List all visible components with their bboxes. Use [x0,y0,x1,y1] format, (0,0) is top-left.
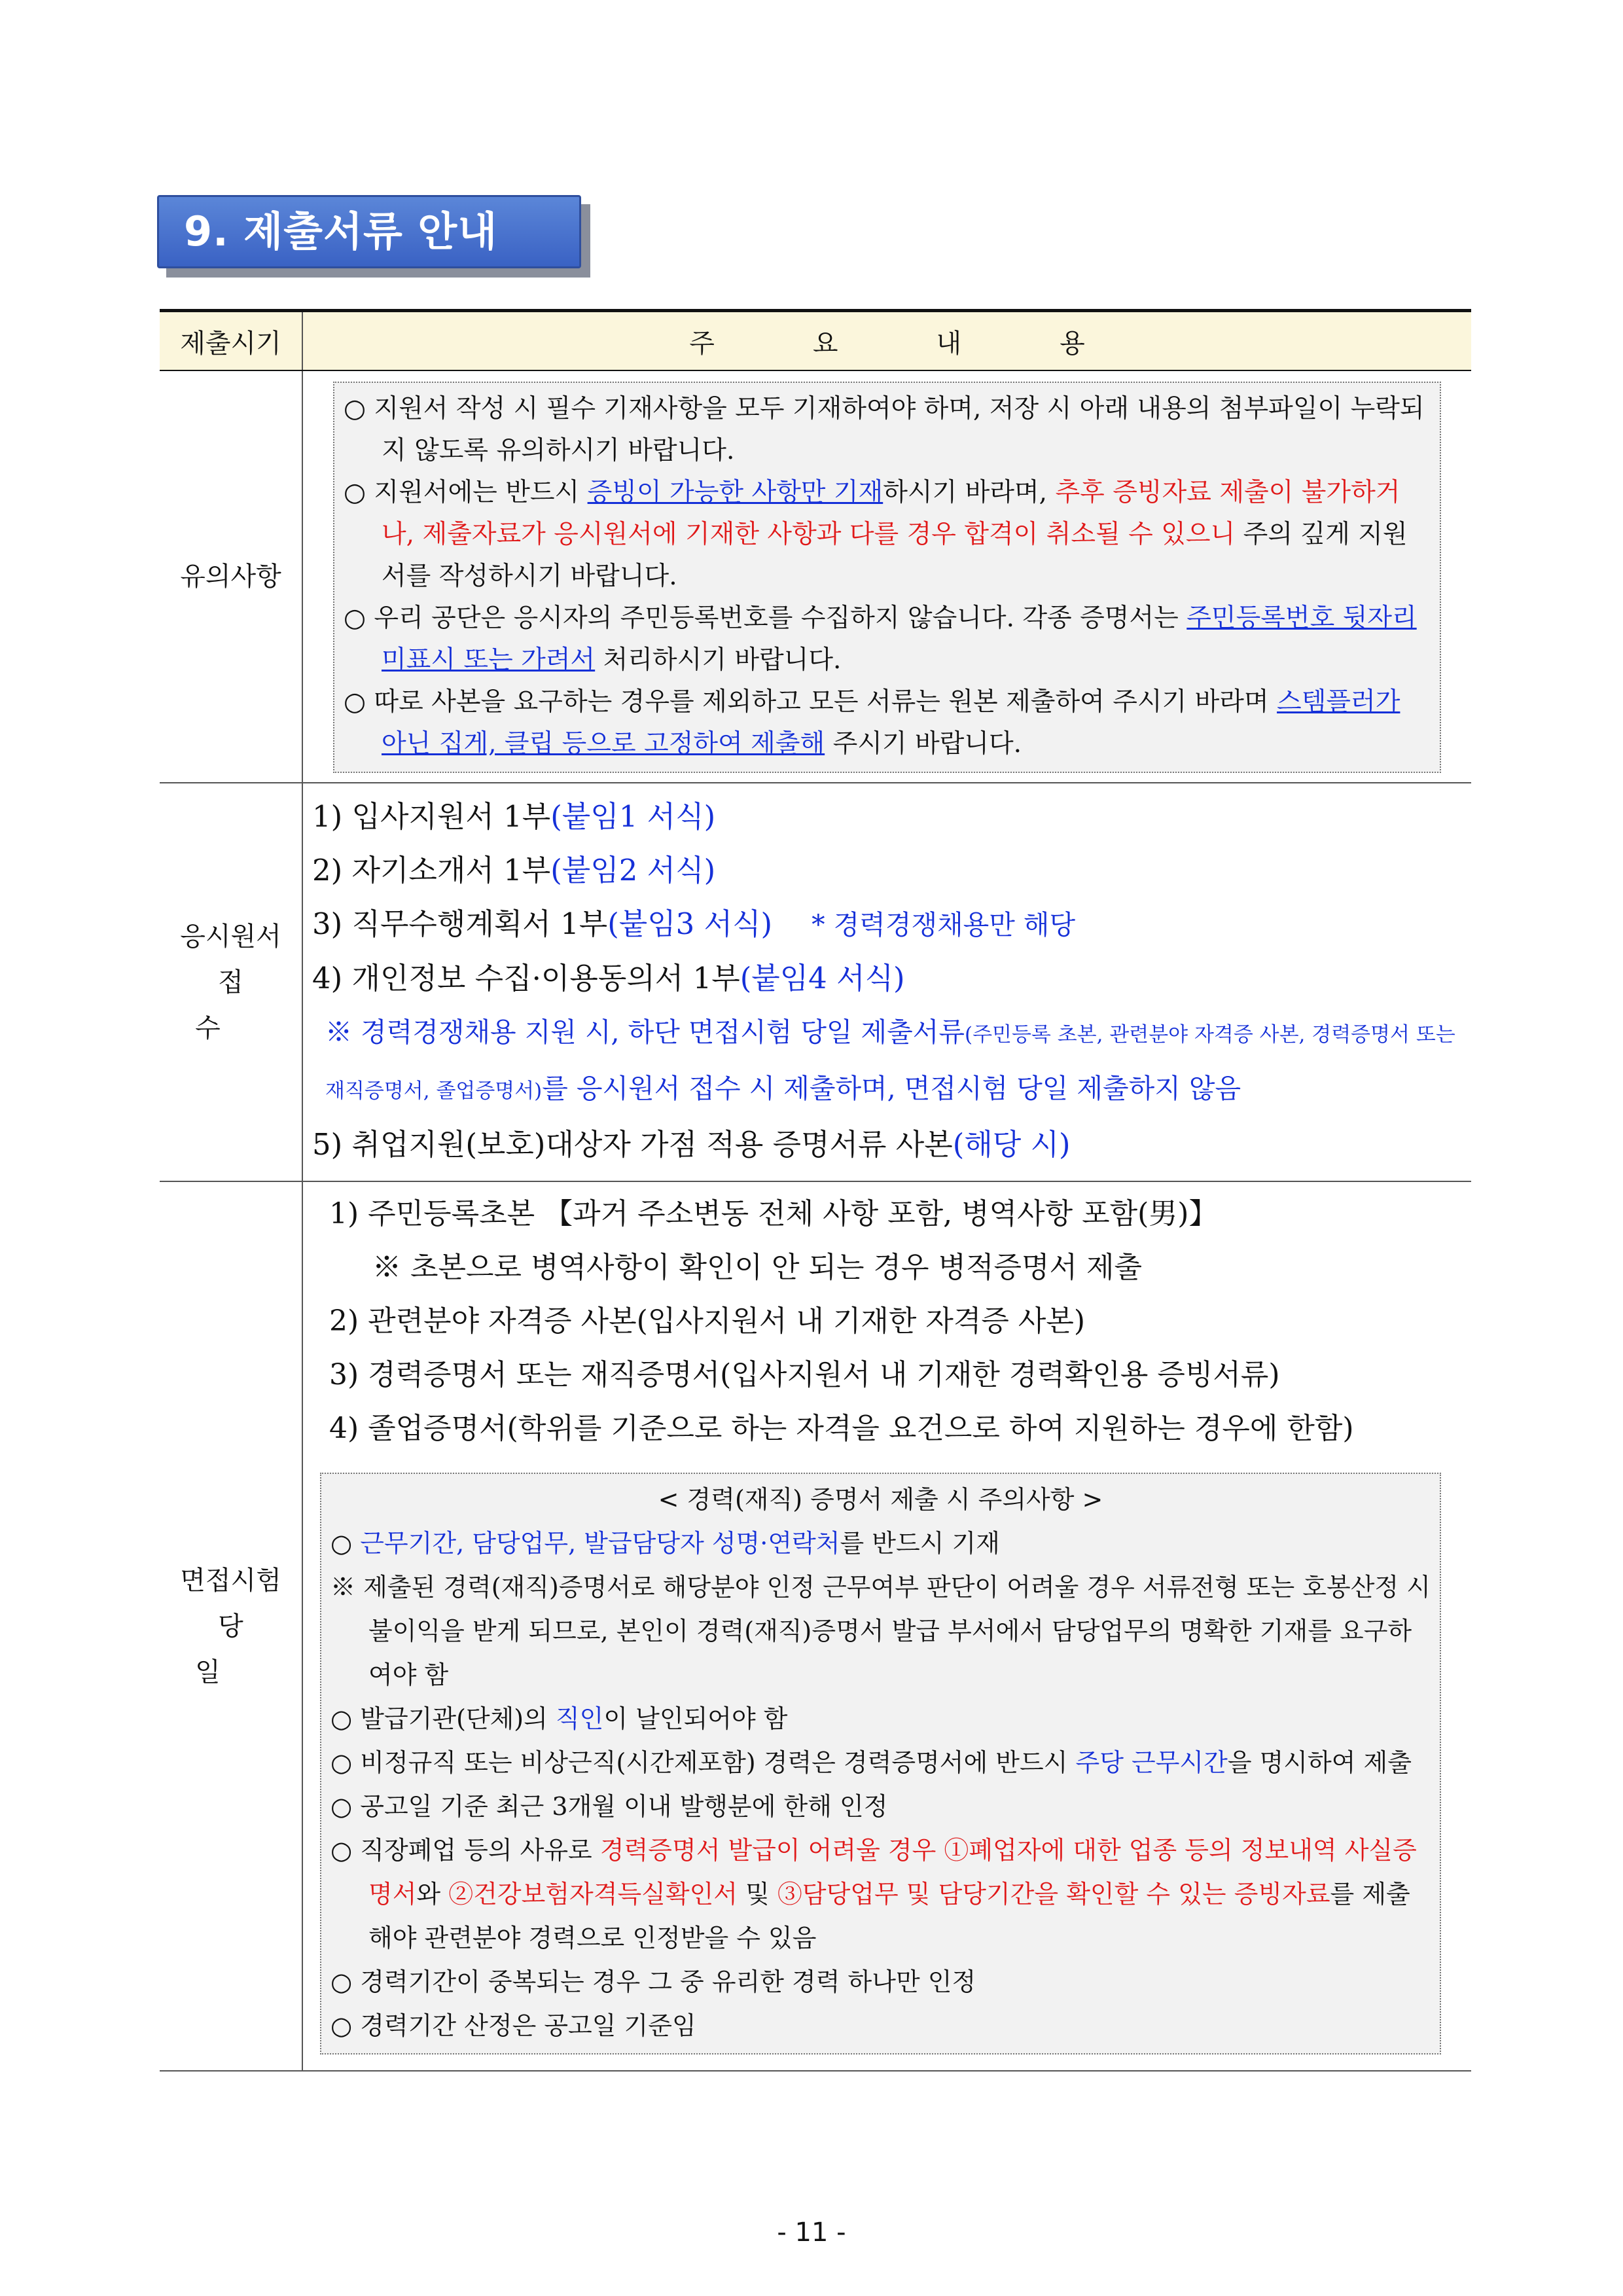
interview-list [303,1182,1471,1460]
notes-box-title: < 경력(재직) 증명서 제출 시 주의사항 > [658,1485,1103,1514]
row-interview [160,1181,1471,2071]
note-item: ○ 발급기관(단체)의 직인이 날인되어야 함 [330,1704,788,1733]
note-item: ※ 제출된 경력(재직)증명서로 해당분야 인정 근무여부 판단이 어려울 경우 서류전형 또는 호봉산정 시 불이익을 받게 되므로, 본인이 경력(재직)증명서 발급 부서에서 담당업무의 명확한 기재를 요구하여야 함 [330,1573,1431,1689]
note-item: ○ 근무기간, 담당업무, 발급담당자 성명·연락처를 반드시 기재 [330,1529,1000,1558]
precaution-item: ○ 지원서에는 반드시 증빙이 가능한 사항만 기재하시기 바라며, 추후 증빙자료 제출이 불가하거나, 제출자료가 응시원서에 기재한 사항과 다를 경우 합격이 취소될 수 있으니 주의 깊게 지원서를 작성하시기 바랍니다. [344,478,1408,591]
list-item: 4) 졸업증명서(학위를 기준으로 하는 자격을 요건으로 하여 지원하는 경우에 한함) [329,1412,1354,1445]
list-item: 2) 관련분야 자격증 사본(입사지원서 내 기재한 자격증 사본) [329,1304,1085,1338]
note-item: ○ 경력기간 산정은 공고일 기준임 [330,2011,696,2040]
application-note: ※ 경력경쟁채용 지원 시, 하단 면접시험 당일 제출서류(주민등록 초본, 관련분야 자격증 사본, 경력증명서 또는 재직증명서, 졸업증명서)를 응시원서 접수 시 제출하며, 면접시험 당일 제출하지 않음 [325,1016,1455,1104]
note-item: ○ 경력기간이 중복되는 경우 그 중 유리한 경력 하나만 인정 [330,1967,976,1996]
list-item: 3) 직무수행계획서 1부(붙임3 서식) * 경력경쟁채용만 해당 [312,906,1076,941]
documents-table [160,309,1471,2072]
precaution-item: ○ 우리 공단은 응시자의 주민등록번호를 수집하지 않습니다. 각종 증명서는 주민등록번호 뒷자리 미표시 또는 가려서 처리하시기 바랍니다. [344,603,1417,675]
application-content [302,783,1471,1181]
list-item: 3) 경력증명서 또는 재직증명서(입사지원서 내 기재한 경력확인용 증빙서류) [329,1358,1280,1391]
list-item: 4) 개인정보 수집·이용동의서 1부(붙임4 서식) [312,961,905,996]
page-number: - 11 - [777,2217,846,2248]
row-application [160,783,1471,1181]
header-main-content: 주요내용 [302,311,1471,371]
precaution-item: ○ 지원서 작성 시 필수 기재사항을 모두 기재하여야 하며, 저장 시 아래 내용의 첨부파일이 누락되지 않도록 유의하시기 바랍니다. [344,394,1425,465]
section-title-banner [157,195,581,268]
career-certificate-notes-box [320,1473,1441,2054]
list-item: 1) 입사지원서 1부(붙임1 서식) [312,799,716,834]
label-application: 응시원서 접수 [160,783,302,1181]
precautions-content [302,370,1471,783]
header-submission-time: 제출시기 [160,311,302,371]
row-precautions [160,370,1471,783]
note-item: ○ 직장폐업 등의 사유로 경력증명서 발급이 어려울 경우 ①폐업자에 대한 업종 등의 정보내역 사실증명서와 ②건강보험자격득실확인서 및 ③담당업무 및 담당기간을 확인할 수 있는 증빙자료를 제출해야 관련분야 경력으로 인정받을 수 있음 [330,1836,1417,1952]
label-precautions: 유의사항 [160,370,302,783]
label-interview: 면접시험 당일 [160,1181,302,2071]
precaution-item: ○ 따로 사본을 요구하는 경우를 제외하고 모든 서류는 원본 제출하여 주시기 바라며 스템플러가 아닌 집게, 클립 등으로 고정하여 제출해 주시기 바랍니다. [344,687,1400,759]
list-item: 5) 취업지원(보호)대상자 가점 적용 증명서류 사본(해당 시) [312,1127,1071,1162]
list-item: 2) 자기소개서 1부(붙임2 서식) [312,853,716,888]
table-header-row [160,311,1471,371]
list-item-note: ※ 초본으로 병역사항이 확인이 안 되는 경우 병적증명서 제출 [372,1251,1142,1284]
interview-content [302,1181,1471,2071]
note-item: ○ 비정규직 또는 비상근직(시간제포함) 경력은 경력증명서에 반드시 주당 근무시간을 명시하여 제출 [330,1748,1412,1777]
note-item: ○ 공고일 기준 최근 3개월 이내 발행분에 한해 인정 [330,1792,888,1821]
application-list [303,783,1471,1181]
list-item: 1) 주민등록초본 【과거 주소변동 전체 사항 포함, 병역사항 포함(男)】 [329,1197,1218,1230]
section-title: 9. 제출서류 안내 [157,195,581,268]
precautions-box [333,382,1441,773]
